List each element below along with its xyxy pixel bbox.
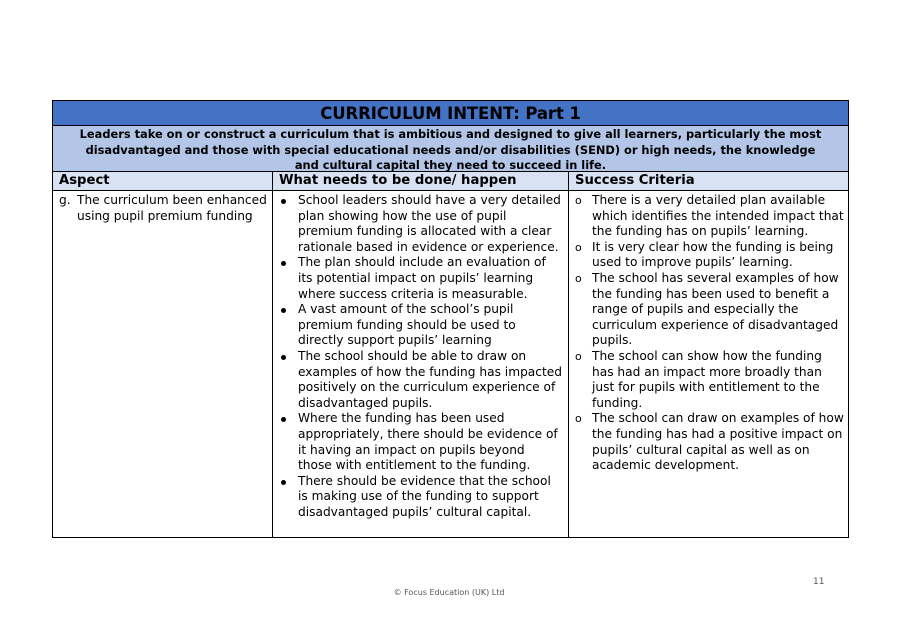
copyright-footer: © Focus Education (UK) Ltd [393, 588, 505, 597]
todo-item [273, 255, 568, 302]
criteria-item [569, 271, 848, 349]
page-number: 11 [813, 577, 825, 587]
header-row [53, 172, 848, 191]
circle-bullet-icon: o [575, 194, 582, 207]
circle-bullet-icon: o [575, 240, 582, 254]
todo-text: School leaders should have a very detailed plan showing how the use of pupil premium funding is allocated with a clear rationale based in evidence or experience. [298, 193, 561, 254]
bullet-icon [281, 480, 286, 485]
criteria-item [569, 193, 848, 240]
criteria-text: The school has several examples of how the funding has been used to benefit a range of pupils and especially the curriculum experience of disadvantaged pupils. [592, 270, 839, 348]
header-todo: What needs to be done/ happen [273, 172, 569, 190]
todo-text: A vast amount of the school’s pupil premium funding should be used to directly support pupils’ learning [298, 302, 516, 348]
todo-cell [273, 191, 569, 537]
todo-item [273, 474, 568, 521]
todo-text: The plan should include an evaluation of its potential impact on pupils’ learning where success criteria is measurable. [298, 255, 546, 301]
bullet-icon [281, 261, 286, 266]
aspect-cell [53, 191, 273, 537]
header-criteria: Success Criteria [575, 173, 695, 188]
criteria-text: The school can draw on examples of how the funding has had a positive impact on pupils’ cultural capital as well as on academic development. [592, 411, 844, 473]
curriculum-table [52, 100, 849, 538]
criteria-cell [569, 191, 848, 537]
criteria-text: It is very clear how the funding is being used to improve pupils’ learning. [592, 239, 834, 270]
todo-text: Where the funding has been used appropriately, there should be evidence of it having an impact on pupils beyond those with entitlement to the funding. [298, 411, 558, 473]
content-row [53, 191, 848, 537]
criteria-item [569, 411, 848, 473]
bullet-icon [281, 199, 286, 204]
circle-bullet-icon: o [575, 271, 582, 285]
aspect-item [53, 193, 272, 224]
criteria-text: There is a very detailed plan available which identifies the intended impact that the funding has on pupils’ learning. [592, 193, 844, 239]
todo-text: The school should be able to draw on examples of how the funding has impacted positively on the curriculum experience of disadvantaged pupils. [298, 348, 562, 410]
bullet-icon [281, 355, 286, 360]
circle-bullet-icon: o [575, 412, 582, 426]
bullet-icon [281, 308, 286, 313]
aspect-text: The curriculum been enhanced using pupil premium funding [77, 193, 267, 223]
criteria-item [569, 240, 848, 271]
todo-text: There should be evidence that the school is making use of the funding to support disadvantaged pupils’ cultural capital. [298, 473, 551, 519]
header-aspect: Aspect [53, 172, 273, 190]
criteria-text: The school can show how the funding has had an impact more broadly than just for pupils with entitlement to the funding. [592, 348, 822, 410]
todo-item [273, 302, 568, 349]
intro-statement: Leaders take on or construct a curriculum that is ambitious and designed to give all learners, particularly the most disadvantaged and those with special educational needs and/or disabilities (SEND) or high needs, the knowledge and cultural capital they need to succeed in life. [53, 126, 848, 172]
todo-item [273, 411, 568, 473]
todo-item [273, 349, 568, 411]
table-title: CURRICULUM INTENT: Part 1 [53, 101, 848, 126]
todo-item [273, 193, 568, 255]
circle-bullet-icon: o [575, 349, 582, 363]
criteria-item [569, 349, 848, 411]
bullet-icon [281, 417, 286, 422]
aspect-marker: g. [59, 193, 71, 207]
